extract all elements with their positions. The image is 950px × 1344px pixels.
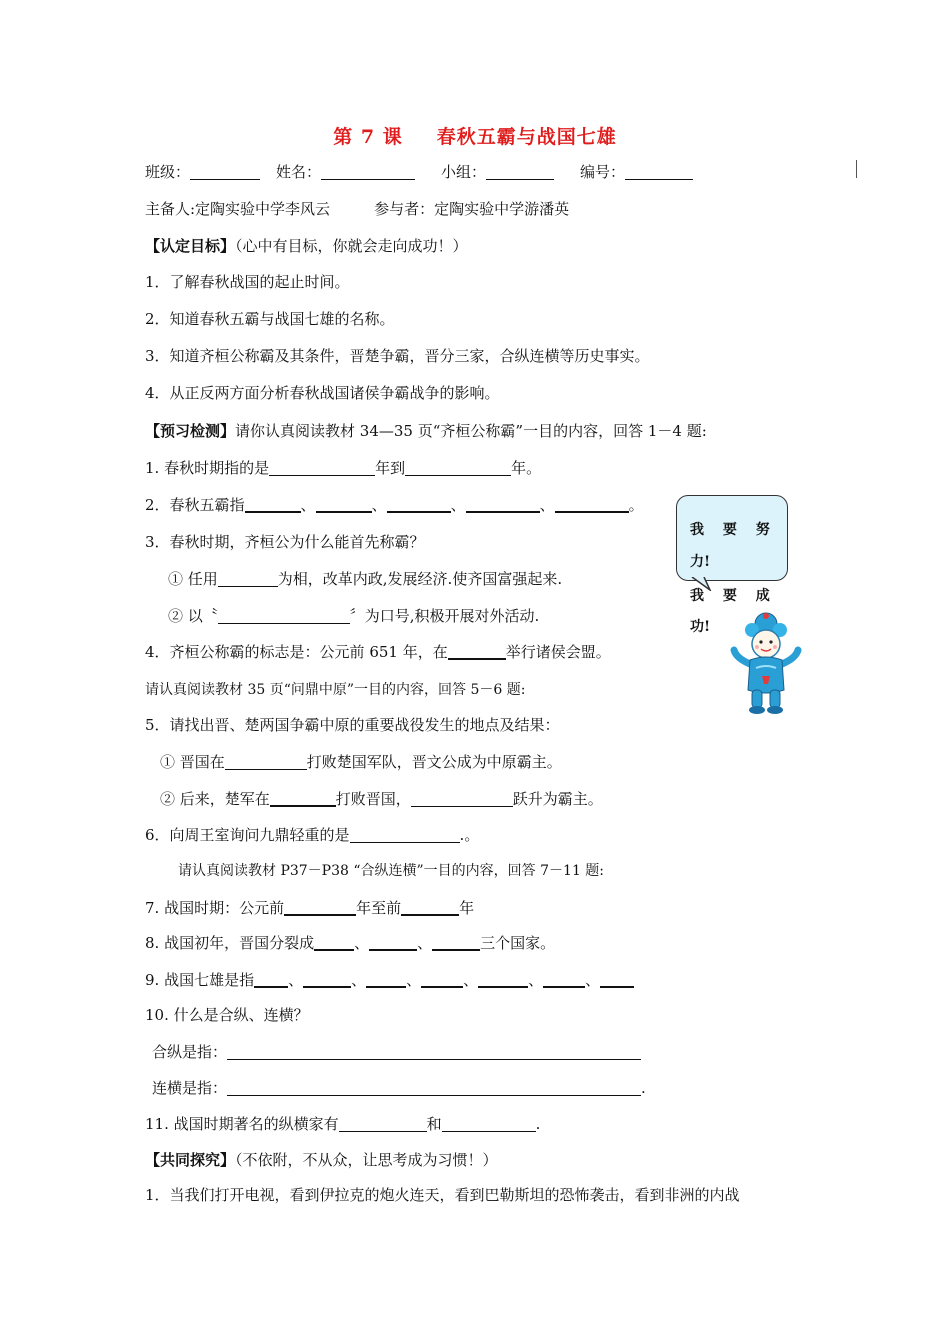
- question-5-2: ② 后来，楚军在 打败晋国， 跃升为霸主。: [160, 790, 603, 808]
- participant-text: 参与者：定陶实验中学游潘英: [374, 200, 570, 218]
- answer-blank[interactable]: [314, 933, 354, 951]
- preview-heading-row: [145, 421, 707, 441]
- question-7: 7. 战国时期：公元前 年至前 年: [145, 899, 475, 917]
- goal-item: 1．了解春秋战国的起止时间。: [145, 273, 350, 291]
- question-3-2: ② 以〝 〞为口号,积极开展对外活动.: [168, 607, 540, 625]
- goals-heading-row: [145, 236, 468, 256]
- question-8: 8. 战国初年，晋国分裂成 、 、 三个国家。: [145, 934, 556, 952]
- bubble-text-line-3: 我 要 成: [690, 588, 770, 604]
- explore-heading-row: [145, 1150, 498, 1170]
- question-3: 3．春秋时期，齐桓公为什么能首先称霸？: [145, 533, 425, 551]
- answer-blank[interactable]: [432, 933, 480, 951]
- answer-blank[interactable]: [270, 789, 336, 807]
- question-11: 11. 战国时期著名的纵横家有 和 .: [145, 1115, 541, 1133]
- lesson-name: 春秋五霸与战国七雄: [436, 126, 617, 148]
- answer-blank[interactable]: [543, 970, 585, 988]
- class-label: 班级：: [145, 163, 191, 181]
- goals-heading: 【认定目标】: [145, 237, 236, 255]
- bubble-text-line-1: 我 要 努: [690, 522, 770, 538]
- answer-blank[interactable]: [245, 495, 301, 513]
- mascot-illustration: [728, 610, 804, 716]
- question-5: 5．请找出晋、楚两国争霸中原的重要战役发生的地点及结果：: [145, 716, 560, 734]
- explore-motto: （不依附，不从众，让思考成为习惯！）: [235, 1151, 498, 1169]
- bubble-text-line-4: 功!: [690, 619, 711, 635]
- preparer-text: 主备人:定陶实验中学李风云: [145, 200, 331, 218]
- question-3-1: ① 任用 为相，改革内政,发展经济.使齐国富强起来.: [168, 570, 563, 588]
- answer-blank[interactable]: [369, 933, 417, 951]
- group-field[interactable]: [486, 163, 554, 180]
- student-info-row: [145, 162, 693, 182]
- answer-blank[interactable]: [339, 1115, 427, 1132]
- answer-blank[interactable]: [448, 642, 506, 660]
- lesson-number: 第 7 课: [333, 126, 403, 148]
- answer-blank[interactable]: [405, 459, 511, 476]
- question-10-1: 合纵是指：: [152, 1042, 641, 1062]
- answer-blank[interactable]: [225, 753, 307, 770]
- answer-blank[interactable]: [478, 970, 528, 988]
- answer-blank[interactable]: [387, 495, 451, 513]
- answer-blank[interactable]: [555, 495, 629, 513]
- number-label: 编号：: [580, 163, 626, 181]
- question-5-1: ① 晋国在 打败楚国军队，晋文公成为中原霸主。: [160, 753, 562, 771]
- name-field[interactable]: [321, 163, 415, 180]
- answer-blank[interactable]: [218, 570, 278, 587]
- authors-row: [145, 199, 569, 219]
- instruction-2: 请认真阅读教材 35 页“问鼎中原”一目的内容，回答 5－6 题:: [145, 682, 526, 698]
- answer-blank[interactable]: [600, 970, 634, 988]
- question-10: 10. 什么是合纵、连横？: [145, 1006, 309, 1024]
- number-field[interactable]: [625, 163, 693, 180]
- preview-instruction: 请你认真阅读教材 34—35 页“齐桓公称霸”一目的内容，回答 1－4 题:: [235, 422, 707, 440]
- explore-heading: 【共同探究】: [145, 1151, 236, 1169]
- answer-blank[interactable]: [411, 790, 513, 807]
- answer-blank[interactable]: [269, 459, 375, 476]
- question-4: 4．齐桓公称霸的标志是：公元前 651 年，在 举行诸侯会盟。: [145, 643, 611, 661]
- answer-blank[interactable]: [284, 898, 356, 916]
- question-9: 9. 战国七雄是指 、 、 、 、 、 、: [145, 970, 634, 990]
- text-cursor: [856, 160, 857, 178]
- instruction-3: 请认真阅读教材 P37－P38 “合纵连横”一目的内容，回答 7－11 题:: [178, 863, 605, 879]
- question-1: 1. 春秋时期指的是 年到 年。: [145, 459, 542, 477]
- goal-item: 2．知道春秋五霸与战国七雄的名称。: [145, 310, 395, 328]
- answer-blank[interactable]: [227, 1043, 641, 1060]
- goals-motto: （心中有目标，你就会走向成功！）: [235, 237, 468, 255]
- answer-blank[interactable]: [442, 1115, 536, 1132]
- name-label: 姓名：: [276, 163, 322, 181]
- answer-blank[interactable]: [421, 970, 463, 988]
- answer-blank[interactable]: [401, 898, 459, 916]
- question-2: 2．春秋五霸指 、 、 、 、 。: [145, 496, 644, 514]
- question-6: 6．向周王室询问九鼎轻重的是 .。: [145, 826, 480, 844]
- class-field[interactable]: [190, 163, 260, 180]
- goal-item: 3．知道齐桓公称霸及其条件，晋楚争霸，晋分三家，合纵连横等历史事实。: [145, 347, 650, 365]
- goal-item: 4．从正反两方面分析春秋战国诸侯争霸战争的影响。: [145, 384, 500, 402]
- answer-blank[interactable]: [227, 1079, 641, 1096]
- answer-blank[interactable]: [466, 495, 540, 513]
- page-title: [0, 122, 950, 149]
- preview-heading: 【预习检测】: [145, 422, 236, 440]
- answer-blank[interactable]: [350, 826, 460, 843]
- answer-blank[interactable]: [254, 970, 288, 988]
- explore-question-1: 1．当我们打开电视，看到伊拉克的炮火连天，看到巴勒斯坦的恐怖袭击，看到非洲的内战: [145, 1186, 740, 1204]
- group-label: 小组：: [441, 163, 487, 181]
- answer-blank[interactable]: [316, 495, 372, 513]
- answer-blank[interactable]: [218, 607, 350, 624]
- answer-blank[interactable]: [366, 970, 406, 988]
- question-10-2: 连横是指： .: [152, 1079, 646, 1097]
- bubble-text-line-2: 力!: [690, 554, 711, 570]
- answer-blank[interactable]: [303, 970, 351, 988]
